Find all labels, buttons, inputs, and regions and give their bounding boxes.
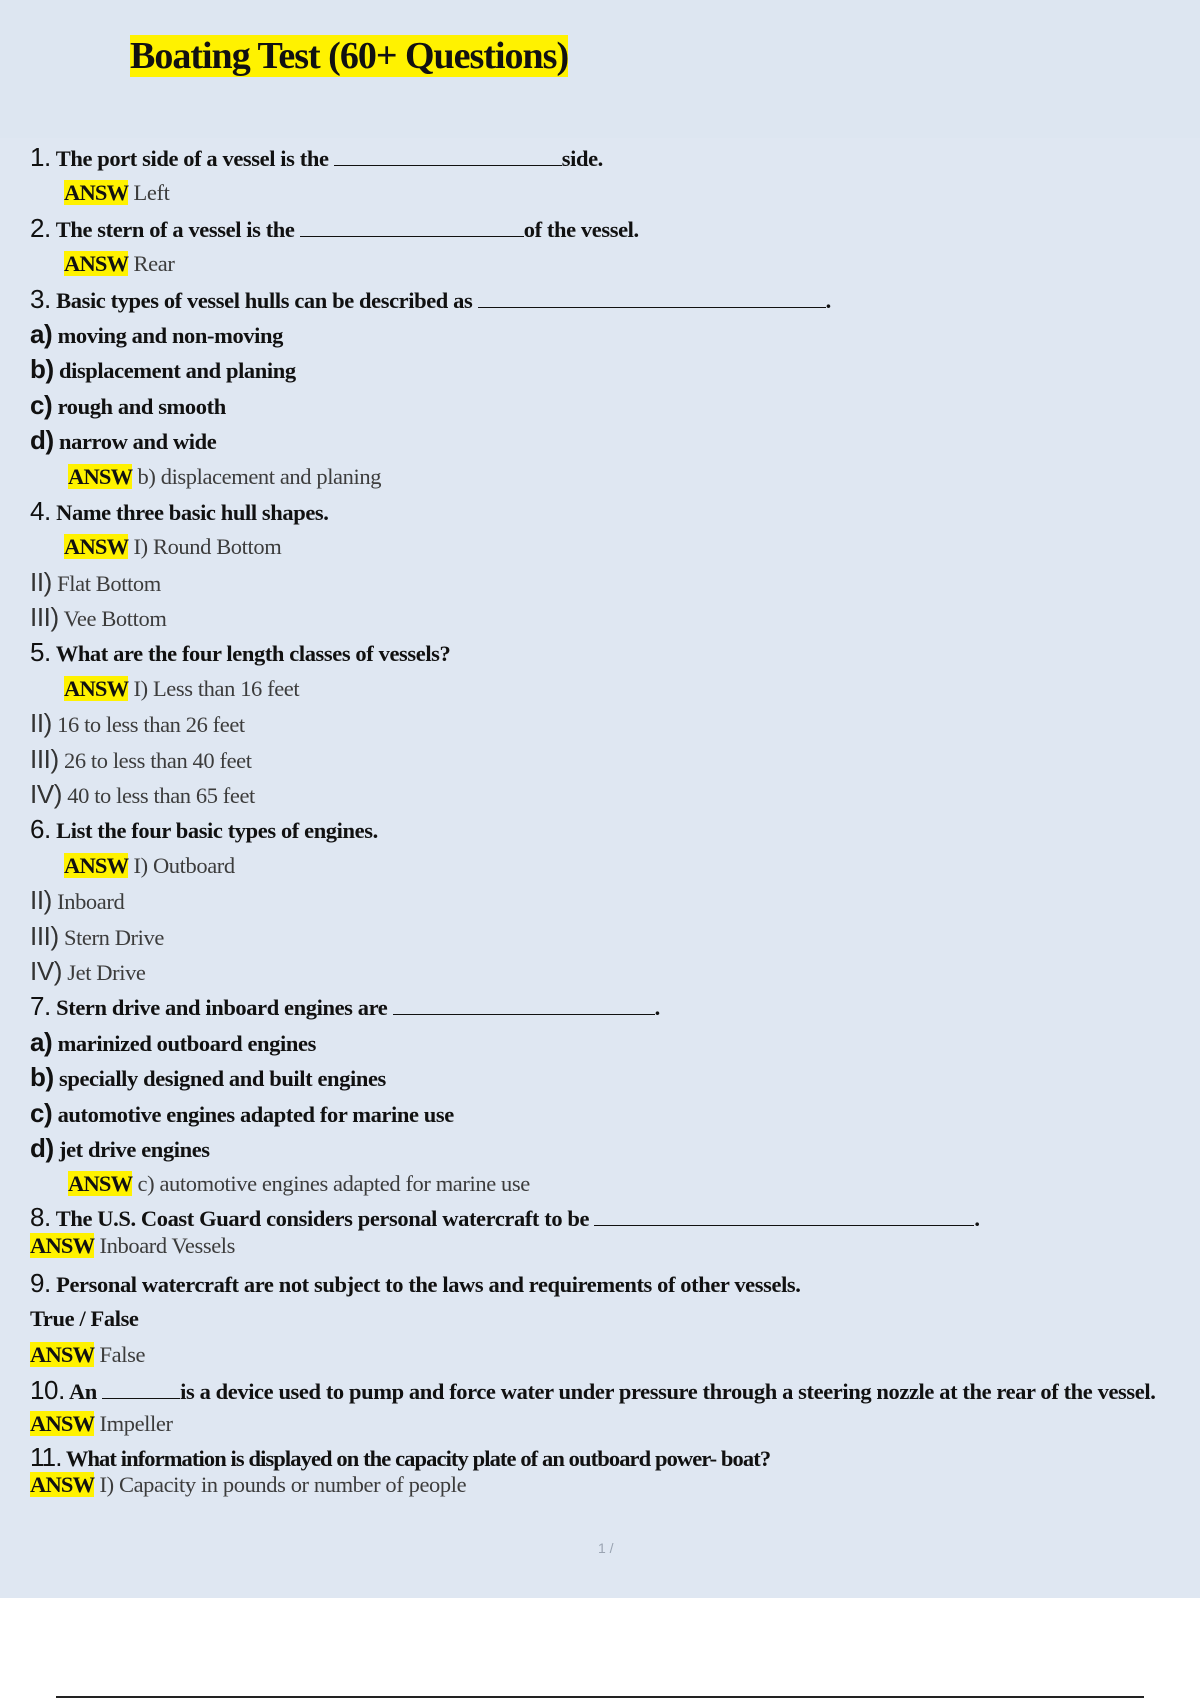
- option-a: a) marinized outboard engines: [30, 1026, 316, 1057]
- answer-11: ANSW I) Capacity in pounds or number of people: [30, 1471, 467, 1497]
- question-6: 6. List the four basic types of engines.: [30, 814, 378, 845]
- option-b: b) specially designed and built engines: [30, 1062, 386, 1093]
- answer-6: ANSW I) Outboard: [64, 852, 235, 878]
- option-d: d) jet drive engines: [30, 1132, 210, 1163]
- answer-item: II) 16 to less than 26 feet: [30, 708, 245, 739]
- answer-9: ANSW False: [30, 1341, 146, 1367]
- answer-key-label: ANSW: [64, 675, 129, 701]
- question-1: 1. The port side of a vessel is the side.: [30, 142, 603, 172]
- question-9: 9. Personal watercraft are not subject to the laws and requirements of other vessels.: [30, 1267, 801, 1298]
- question-text: Basic types of vessel hulls can be described as: [56, 287, 473, 313]
- question-text: The U.S. Coast Guard considers personal watercraft to be: [55, 1205, 590, 1231]
- page-number: 1 /: [598, 1540, 614, 1556]
- answer-10: ANSW Impeller: [30, 1410, 173, 1436]
- answer-blank: [393, 994, 655, 1015]
- option-b: b) displacement and planing: [30, 354, 296, 385]
- option-a: a) moving and non-moving: [30, 318, 283, 349]
- option-c: c) rough and smooth: [30, 389, 226, 420]
- answer-key-label: ANSW: [64, 180, 129, 206]
- answer-key-label: ANSW: [30, 1471, 95, 1497]
- answer-key-label: ANSW: [68, 1171, 133, 1197]
- answer-item: III) Vee Bottom: [30, 602, 167, 633]
- question-7: 7. Stern drive and inboard engines are .: [30, 991, 660, 1022]
- answer-item: II) Inboard: [30, 885, 125, 916]
- answer-key-label: ANSW: [30, 1341, 95, 1367]
- question-text: What information is displayed on the capacity plate of an outboard power- boat?: [65, 1445, 771, 1471]
- question-2: 2. The stern of a vessel is the of the vessel.: [30, 212, 639, 243]
- answer-key-label: ANSW: [30, 1232, 95, 1258]
- question-10: 10. An is a device used to pump and force water under pressure through a steering nozzle at the rear of the vessel.: [30, 1374, 1156, 1405]
- answer-blank: [594, 1205, 974, 1226]
- option-d: d) narrow and wide: [30, 425, 217, 456]
- question-text: What are the four length classes of vessels?: [55, 641, 451, 667]
- answer-key-label: ANSW: [68, 463, 133, 489]
- answer-7: ANSW c) automotive engines adapted for marine use: [68, 1171, 530, 1197]
- answer-key-label: ANSW: [30, 1410, 95, 1436]
- question-8: 8. The U.S. Coast Guard considers personal watercraft to be .: [30, 1201, 980, 1232]
- question-text: Personal watercraft are not subject to the laws and requirements of other vessels.: [56, 1271, 801, 1297]
- answer-item: IV) 40 to less than 65 feet: [30, 779, 255, 810]
- answer-item: III) 26 to less than 40 feet: [30, 743, 252, 774]
- answer-5: ANSW I) Less than 16 feet: [64, 675, 300, 701]
- question-text: The stern of a vessel is the: [55, 216, 295, 242]
- answer-1: ANSW Left: [64, 180, 170, 206]
- question-list: [30, 140, 1170, 1500]
- question-5: 5. What are the four length classes of vessels?: [30, 637, 451, 668]
- answer-blank: [102, 1378, 180, 1399]
- answer-item: IV) Jet Drive: [30, 955, 146, 986]
- answer-8: ANSW Inboard Vessels: [30, 1232, 235, 1258]
- question-text: The port side of a vessel is the: [55, 146, 329, 171]
- question-text: Stern drive and inboard engines are: [56, 995, 388, 1021]
- question-text: Name three basic hull shapes.: [56, 499, 329, 525]
- question-text: List the four basic types of engines.: [56, 818, 378, 844]
- answer-4: ANSW I) Round Bottom: [64, 534, 282, 560]
- header-band: [0, 0, 1200, 138]
- answer-blank: [334, 145, 562, 166]
- true-false-choice: True / False: [30, 1306, 139, 1332]
- page-title: Boating Test (60+ Questions): [130, 35, 569, 77]
- answer-blank: [478, 287, 826, 308]
- answer-key-label: ANSW: [64, 852, 129, 878]
- question-4: 4. Name three basic hull shapes.: [30, 495, 329, 526]
- question-text: An: [68, 1378, 97, 1404]
- answer-2: ANSW Rear: [64, 251, 175, 277]
- question-3: 3. Basic types of vessel hulls can be described as .: [30, 283, 831, 314]
- answer-blank: [300, 216, 524, 237]
- answer-item: II) Flat Bottom: [30, 566, 161, 597]
- answer-key-label: ANSW: [64, 251, 129, 277]
- option-c: c) automotive engines adapted for marine use: [30, 1097, 454, 1128]
- divider: [56, 1696, 1144, 1698]
- question-11: 11. What information is displayed on the capacity plate of an outboard power- boat?: [30, 1441, 771, 1472]
- answer-item: III) Stern Drive: [30, 920, 164, 951]
- answer-3: ANSW b) displacement and planing: [68, 463, 382, 489]
- answer-key-label: ANSW: [64, 534, 129, 560]
